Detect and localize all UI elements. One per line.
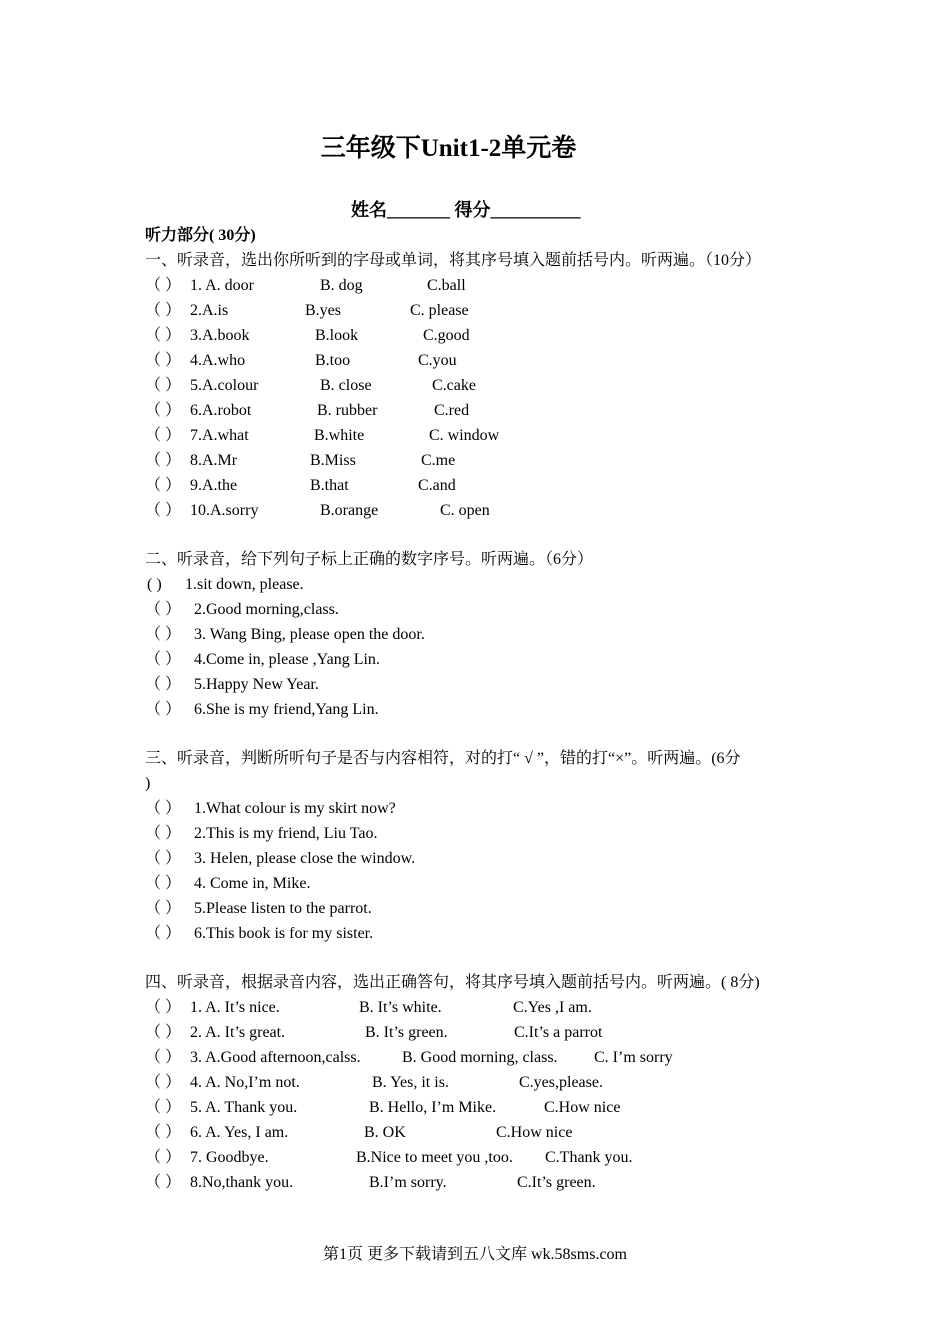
section3-heading: 三、听录音，判断所听句子是否与内容相符，对的打“ √ ”，错的打“×”。听两遍。(6分 bbox=[145, 750, 741, 767]
option-c: C. I’m sorry bbox=[594, 1049, 673, 1066]
answer-bracket: （ ） bbox=[145, 601, 182, 618]
answer-bracket: （ ） bbox=[145, 626, 182, 643]
answer-bracket: （ ） bbox=[145, 502, 182, 519]
answer-bracket: （ ） bbox=[145, 1149, 182, 1166]
answer-bracket: （ ） bbox=[145, 850, 182, 867]
option-c: C.It’s green. bbox=[517, 1174, 596, 1191]
answer-bracket: （ ） bbox=[145, 352, 182, 369]
section1-heading: 一、听录音，选出你所听到的字母或单词，将其序号填入题前括号内。听两遍。（10分） bbox=[145, 252, 762, 269]
answer-bracket: （ ） bbox=[145, 1099, 182, 1116]
option-b: B.I’m sorry. bbox=[369, 1174, 447, 1191]
answer-bracket: （ ） bbox=[145, 1024, 182, 1041]
answer-bracket: （ ） bbox=[145, 676, 182, 693]
answer-bracket: （ ） bbox=[145, 452, 182, 469]
option-a: 3. A.Good afternoon,calss. bbox=[190, 1049, 361, 1066]
answer-bracket: （ ） bbox=[145, 427, 182, 444]
option-c: C. window bbox=[429, 427, 500, 444]
option-c: C.good bbox=[423, 327, 470, 344]
answer-bracket: （ ） bbox=[145, 701, 182, 718]
answer-bracket: （ ） bbox=[145, 1074, 182, 1091]
option-b: B.look bbox=[315, 327, 359, 344]
option-a: 9.A.the bbox=[190, 477, 238, 494]
option-c: C. please bbox=[410, 302, 469, 319]
option-c: C. open bbox=[440, 502, 490, 519]
sentence-text: 3. Helen, please close the window. bbox=[194, 850, 416, 867]
answer-bracket: （ ） bbox=[145, 1124, 182, 1141]
page-title: 三年级下Unit1-2单元卷 bbox=[320, 135, 577, 162]
option-c: C.and bbox=[418, 477, 456, 494]
answer-bracket: （ ） bbox=[145, 825, 182, 842]
option-a: 8.A.Mr bbox=[190, 452, 238, 469]
option-c: C.ball bbox=[427, 277, 466, 294]
option-b: B. It’s green. bbox=[365, 1024, 448, 1041]
section4-heading: 四、听录音，根据录音内容，选出正确答句，将其序号填入题前括号内。听两遍。( 8分) bbox=[145, 974, 760, 991]
option-a: 5.A.colour bbox=[190, 377, 259, 394]
option-c: C.me bbox=[421, 452, 456, 469]
option-b: B. close bbox=[320, 377, 372, 394]
option-b: B. rubber bbox=[317, 402, 378, 419]
option-b: B.Nice to meet you ,too. bbox=[356, 1149, 513, 1166]
answer-bracket: （ ） bbox=[145, 302, 182, 319]
page-footer: 第1页 更多下载请到五八文库 wk.58sms.com bbox=[322, 1246, 627, 1263]
option-b: B.orange bbox=[320, 502, 379, 519]
option-a: 8.No,thank you. bbox=[190, 1174, 294, 1191]
option-b: B.yes bbox=[305, 302, 341, 319]
answer-bracket: （ ） bbox=[145, 1049, 182, 1066]
answer-bracket: （ ） bbox=[145, 900, 182, 917]
sentence-text: 2.Good morning,class. bbox=[194, 601, 339, 618]
answer-bracket: （ ） bbox=[145, 327, 182, 344]
option-b: B. OK bbox=[364, 1124, 406, 1141]
sentence-text: 6.She is my friend,Yang Lin. bbox=[194, 701, 379, 718]
sentence-text: 5.Happy New Year. bbox=[194, 676, 319, 693]
option-c: C.Thank you. bbox=[545, 1149, 633, 1166]
option-a: 5. A. Thank you. bbox=[190, 1099, 298, 1116]
option-c: C.How nice bbox=[496, 1124, 573, 1141]
answer-bracket: （ ） bbox=[145, 999, 182, 1016]
sentence-text: 4. Come in, Mike. bbox=[194, 875, 311, 892]
name-score-line: 姓名_______ 得分__________ bbox=[351, 200, 581, 220]
option-b: B. dog bbox=[320, 277, 363, 294]
option-c: C.It’s a parrot bbox=[514, 1024, 603, 1041]
option-a: 1. A. It’s nice. bbox=[190, 999, 280, 1016]
option-b: B. Hello, I’m Mike. bbox=[369, 1099, 497, 1116]
option-c: C.How nice bbox=[544, 1099, 621, 1116]
section3-heading-continued: ) bbox=[145, 775, 151, 792]
option-a: 4.A.who bbox=[190, 352, 246, 369]
option-a: 10.A.sorry bbox=[190, 502, 259, 519]
option-c: C.you bbox=[418, 352, 457, 369]
option-a: 6.A.robot bbox=[190, 402, 252, 419]
answer-bracket: （ ） bbox=[145, 800, 182, 817]
answer-bracket: （ ） bbox=[145, 1174, 182, 1191]
answer-bracket: （ ） bbox=[145, 477, 182, 494]
option-c: C.yes,please. bbox=[519, 1074, 603, 1091]
option-c: C.Yes ,I am. bbox=[513, 999, 592, 1016]
listening-header: 听力部分( 30分) bbox=[145, 227, 256, 244]
answer-bracket: ( ) bbox=[147, 576, 162, 593]
option-b: B.Miss bbox=[310, 452, 356, 469]
sentence-text: 4.Come in, please ,Yang Lin. bbox=[194, 651, 380, 668]
option-c: C.cake bbox=[432, 377, 476, 394]
option-b: B.white bbox=[314, 427, 365, 444]
option-a: 6. A. Yes, I am. bbox=[190, 1124, 289, 1141]
sentence-text: 2.This is my friend, Liu Tao. bbox=[194, 825, 378, 842]
option-b: B. It’s white. bbox=[359, 999, 442, 1016]
option-a: 3.A.book bbox=[190, 327, 250, 344]
sentence-text: 1.What colour is my skirt now? bbox=[194, 800, 396, 817]
answer-bracket: （ ） bbox=[145, 377, 182, 394]
section2-heading: 二、听录音，给下列句子标上正确的数字序号。听两遍。（6分） bbox=[145, 551, 594, 568]
option-b: B. Yes, it is. bbox=[372, 1074, 449, 1091]
option-b: B.too bbox=[315, 352, 351, 369]
option-a: 1. A. door bbox=[190, 277, 254, 294]
option-a: 2. A. It’s great. bbox=[190, 1024, 286, 1041]
option-b: B.that bbox=[310, 477, 349, 494]
option-a: 7. Goodbye. bbox=[190, 1149, 269, 1166]
answer-bracket: （ ） bbox=[145, 277, 182, 294]
sentence-text: 3. Wang Bing, please open the door. bbox=[194, 626, 425, 643]
sentence-text: 1.sit down, please. bbox=[185, 576, 304, 593]
sentence-text: 5.Please listen to the parrot. bbox=[194, 900, 372, 917]
answer-bracket: （ ） bbox=[145, 651, 182, 668]
answer-bracket: （ ） bbox=[145, 875, 182, 892]
option-a: 4. A. No,I’m not. bbox=[190, 1074, 300, 1091]
sentence-text: 6.This book is for my sister. bbox=[194, 925, 374, 942]
option-a: 2.A.is bbox=[190, 302, 229, 319]
answer-bracket: （ ） bbox=[145, 402, 182, 419]
option-b: B. Good morning, class. bbox=[402, 1049, 558, 1066]
answer-bracket: （ ） bbox=[145, 925, 182, 942]
option-c: C.red bbox=[434, 402, 470, 419]
option-a: 7.A.what bbox=[190, 427, 249, 444]
